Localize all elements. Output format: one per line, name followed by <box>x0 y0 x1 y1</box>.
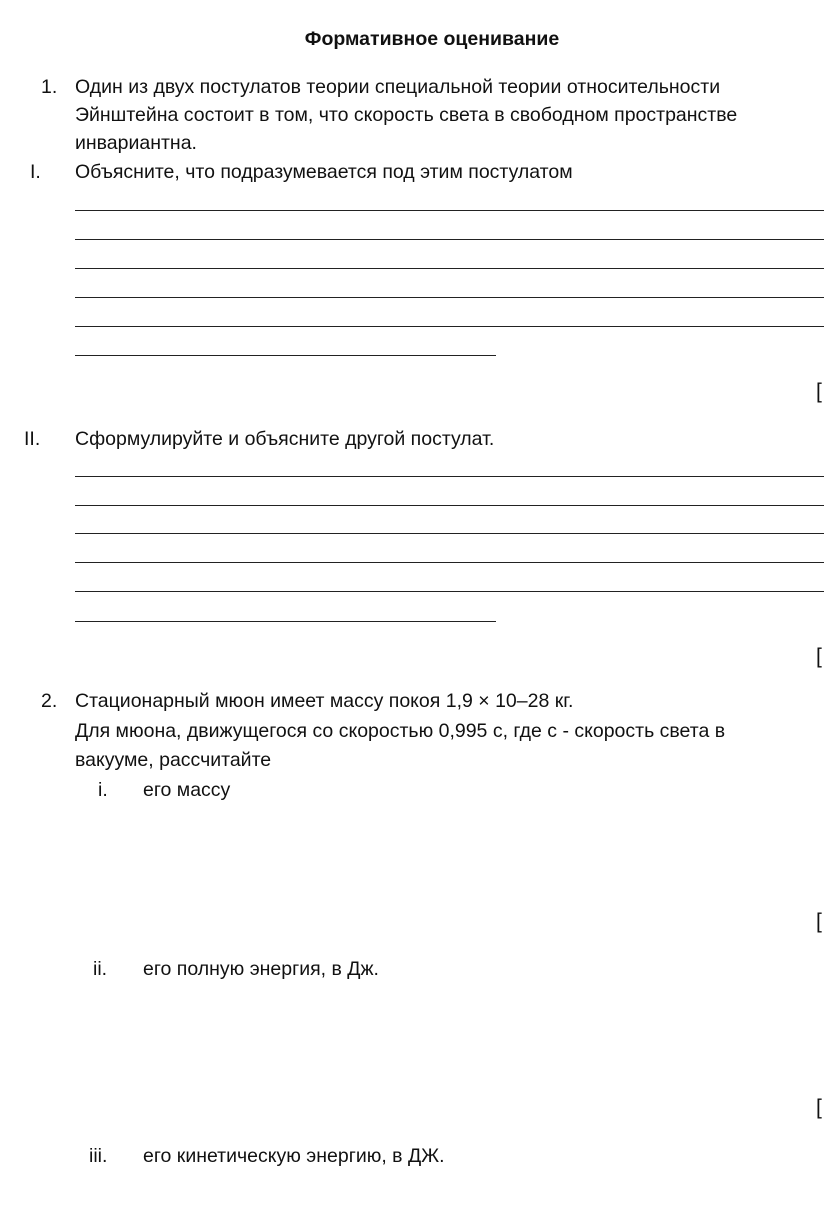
subpart-ii-number: ii. <box>93 958 108 980</box>
answer-line[interactable] <box>75 533 824 534</box>
answer-line-short[interactable] <box>75 355 496 356</box>
question-1-line-2: Эйнштейна состоит в том, что скорость света в свободном пространстве <box>75 104 738 126</box>
question-1-line-1: Один из двух постулатов теории специальной теории относительности <box>75 76 721 98</box>
answer-line[interactable] <box>75 210 824 211</box>
question-2-line-3: вакууме, рассчитайте <box>75 749 272 771</box>
part-1-prompt: Объясните, что подразумевается под этим постулатом <box>75 161 573 183</box>
answer-line[interactable] <box>75 326 824 327</box>
answer-line[interactable] <box>75 476 824 477</box>
mark-bracket: [ <box>816 645 822 668</box>
subpart-ii-text: его полную энергия, в Дж. <box>143 958 379 980</box>
subpart-i-text: его массу <box>143 779 231 801</box>
part-2-prompt: Сформулируйте и объясните другой постулат. <box>75 428 495 450</box>
answer-line[interactable] <box>75 591 824 592</box>
question-2-number: 2. <box>41 690 58 712</box>
part-1-number: I. <box>30 161 41 183</box>
subpart-iii-number: iii. <box>89 1145 108 1167</box>
part-2-number: II. <box>24 428 41 450</box>
question-2-line-1: Стационарный мюон имеет массу покоя 1,9 × 10–28 кг. <box>75 690 574 712</box>
answer-line[interactable] <box>75 505 824 506</box>
question-1-line-3: инвариантна. <box>75 132 197 154</box>
mark-bracket: [ <box>816 1096 822 1119</box>
subpart-i-number: i. <box>98 779 108 801</box>
answer-line[interactable] <box>75 297 824 298</box>
subpart-iii-text: его кинетическую энергию, в ДЖ. <box>143 1145 445 1167</box>
answer-line[interactable] <box>75 268 824 269</box>
answer-line-short[interactable] <box>75 621 496 622</box>
question-2-line-2: Для мюона, движущегося со скоростью 0,995 с, где с - скорость света в <box>75 720 726 742</box>
mark-bracket: [ <box>816 380 822 403</box>
mark-bracket: [ <box>816 910 822 933</box>
answer-line[interactable] <box>75 562 824 563</box>
page-title: Формативное оценивание <box>304 28 560 50</box>
answer-line[interactable] <box>75 239 824 240</box>
question-1-number: 1. <box>41 76 58 98</box>
